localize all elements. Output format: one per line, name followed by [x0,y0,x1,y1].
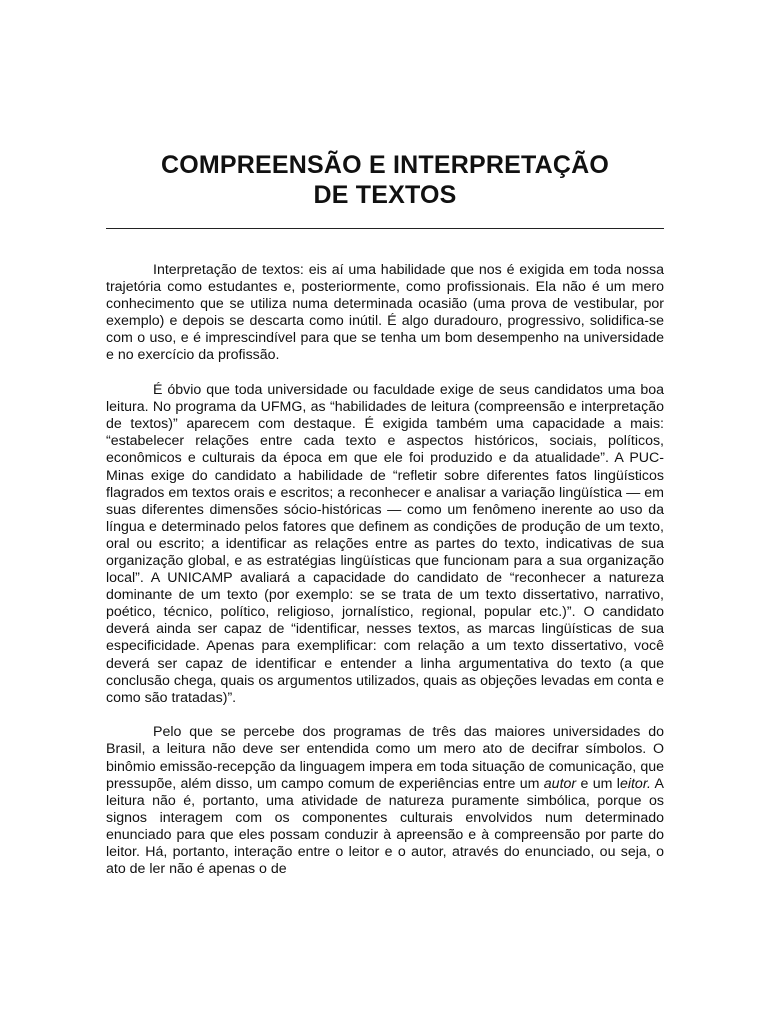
document-page [106,150,664,896]
paragraph-3-emphasis-leitor: eitor. [619,775,651,792]
title-line-1: COMPREENSÃO E INTERPRETAÇÃO [160,151,610,179]
title-line-2: DE TEXTOS [313,181,457,209]
title-divider [106,228,664,229]
paragraph-3-text-b: e um l [576,775,620,792]
paragraph-3-text-c: A leitura não é, portanto, uma atividade de natureza puramente simbólica, porque os signos interagem com os componentes culturais envolvidos num determinado enunciado para que eles possam conduzir à apreensão e à compreensão por parte do leitor. Há, portanto, interação entre o leitor e o autor, através do enunciado, ou seja, o ato de ler não é apenas o de [106,775,664,878]
paragraph-2: É óbvio que toda universidade ou faculdade exige de seus candidatos uma boa leitura. No programa da UFMG, as “habilidades de leitura (compreensão e interpretação de textos)” aparecem com destaque. É exigida também uma capacidade a mais: “estabelecer relações entre cada texto e aspectos históricos, sociais, políticos, econômicos e culturais da época em que ele foi produzido e da atualidade”. A PUC-Minas exige do candidato a habilidade de “refletir sobre diferentes fatos lingüísticos flagrados em textos orais e escritos; a reconhecer e analisar a variação lingüística — em suas diferentes dimensões sócio-históricas — como um fenômeno inerente ao uso da língua e determinado pelos fatores que definem as condições de produção de um texto, oral ou escrito; a identificar as relações entre as partes do texto, indicativas de sua organização global, e as estratégias lingüísticas que funcionam para a sua organização local”. A UNICAMP avaliará a capacidade do candidato de “reconhecer a natureza dominante de um texto (por exemplo: se se trata de um texto dissertativo, narrativo, poético, técnico, político, religioso, jornalístico, regional, popular etc.)”. O candidato deverá ainda ser capaz de “identificar, nesses textos, as marcas lingüísticas de sua especificidade. Apenas para exemplificar: com relação a um texto dissertativo, você deverá ser capaz de identificar e entender a linha argumentativa do texto (a que conclusão chega, quais os argumentos utilizados, quais as objeções levadas em conta e como são tratadas)”. [106,382,664,706]
paragraph-3 [106,724,664,878]
document-title [106,150,664,210]
paragraph-1: Interpretação de textos: eis aí uma habilidade que nos é exigida em toda nossa trajetória como estudantes e, posteriormente, como profissionais. Ela não é um mero conhecimento que se utiliza numa determinada ocasião (uma prova de vestibular, por exemplo) e depois se descarta como inútil. É algo duradouro, progressivo, solidifica-se com o uso, e é imprescindível para que se tenha um bom desempenho na universidade e no exercício da profissão. [106,262,664,364]
paragraph-3-emphasis-autor: autor [543,775,577,792]
paragraph-3-text-a: Pelo que se percebe dos programas de três das maiores universidades do Brasil, a leitura não deve ser entendida como um mero ato de decifrar símbolos. O binômio emissão-recepção da linguagem impera em toda situação de comunicação, que pressupõe, além disso, um campo comum de experiências entre um [106,724,664,792]
document-body [106,262,664,878]
